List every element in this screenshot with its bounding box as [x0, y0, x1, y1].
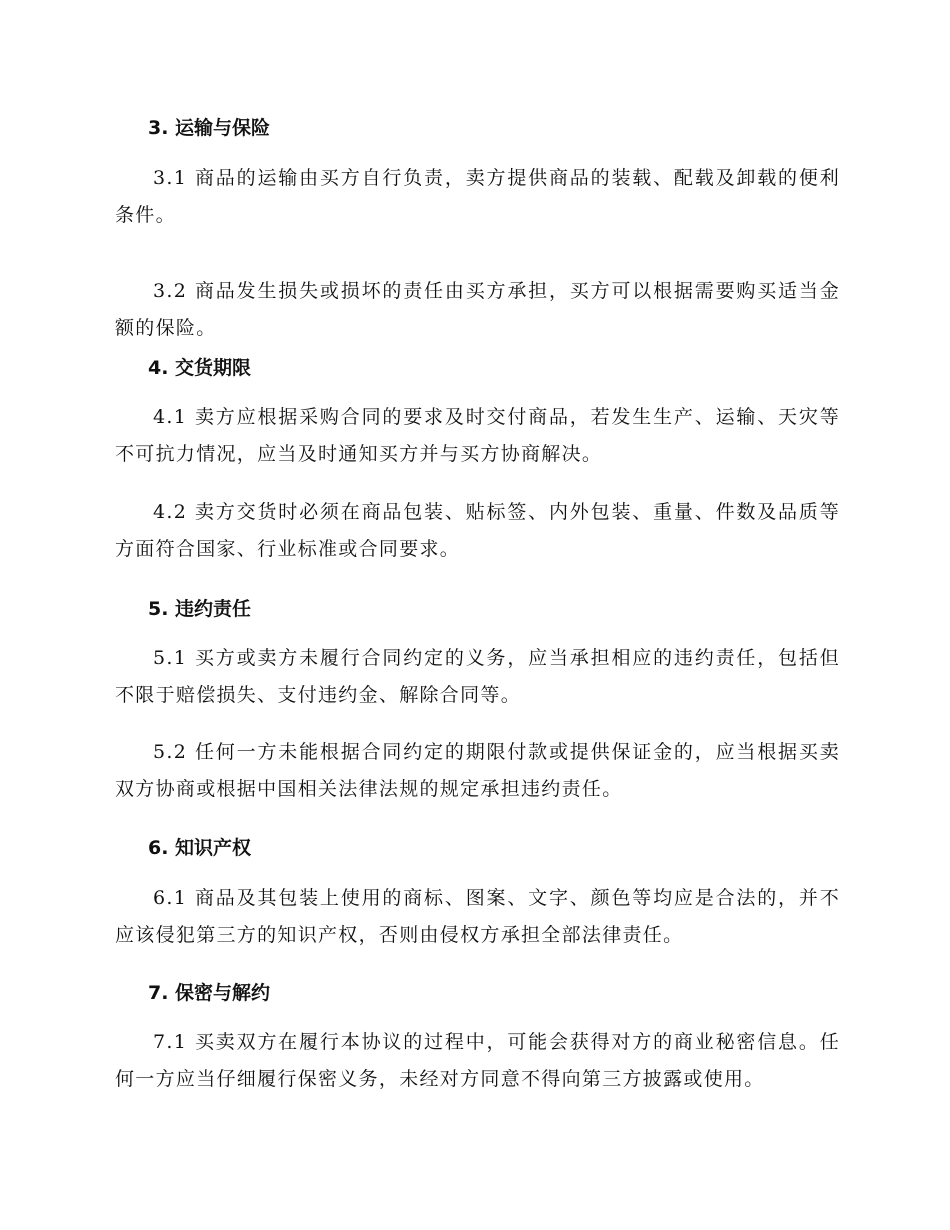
section-heading-liability: 5. 违约责任 — [148, 598, 252, 620]
section-heading-transport-insurance: 3. 运输与保险 — [148, 117, 271, 139]
section-heading-confidentiality: 7. 保密与解约 — [148, 982, 271, 1004]
paragraph-5-2: 5.2 任何一方未能根据合同约定的期限付款或提供保证金的，应当根据买卖双方协商或根据中国相关法律法规的规定承担违约责任。 — [115, 741, 840, 800]
paragraph-5-1: 5.1 买方或卖方未履行合同约定的义务，应当承担相应的违约责任，包括但不限于赔偿损失、支付违约金、解除合同等。 — [115, 647, 840, 706]
paragraph-4-2: 4.2 卖方交货时必须在商品包装、贴标签、内外包装、重量、件数及品质等方面符合国家、行业标准或合同要求。 — [115, 501, 840, 560]
paragraph-3-1: 3.1 商品的运输由买方自行负责，卖方提供商品的装载、配载及卸载的便利条件。 — [115, 167, 840, 226]
section-heading-delivery-period: 4. 交货期限 — [148, 357, 252, 379]
paragraph-6-1: 6.1 商品及其包装上使用的商标、图案、文字、颜色等均应是合法的，并不应该侵犯第三方的知识产权，否则由侵权方承担全部法律责任。 — [115, 887, 840, 946]
section-heading-intellectual-property: 6. 知识产权 — [148, 837, 252, 859]
paragraph-3-2: 3.2 商品发生损失或损坏的责任由买方承担，买方可以根据需要购买适当金额的保险。 — [115, 280, 840, 339]
paragraph-7-1: 7.1 买卖双方在履行本协议的过程中，可能会获得对方的商业秘密信息。任何一方应当仔细履行保密义务，未经对方同意不得向第三方披露或使用。 — [115, 1031, 840, 1090]
paragraph-4-1: 4.1 卖方应根据采购合同的要求及时交付商品，若发生生产、运输、天灾等不可抗力情况，应当及时通知买方并与买方协商解决。 — [115, 406, 840, 465]
